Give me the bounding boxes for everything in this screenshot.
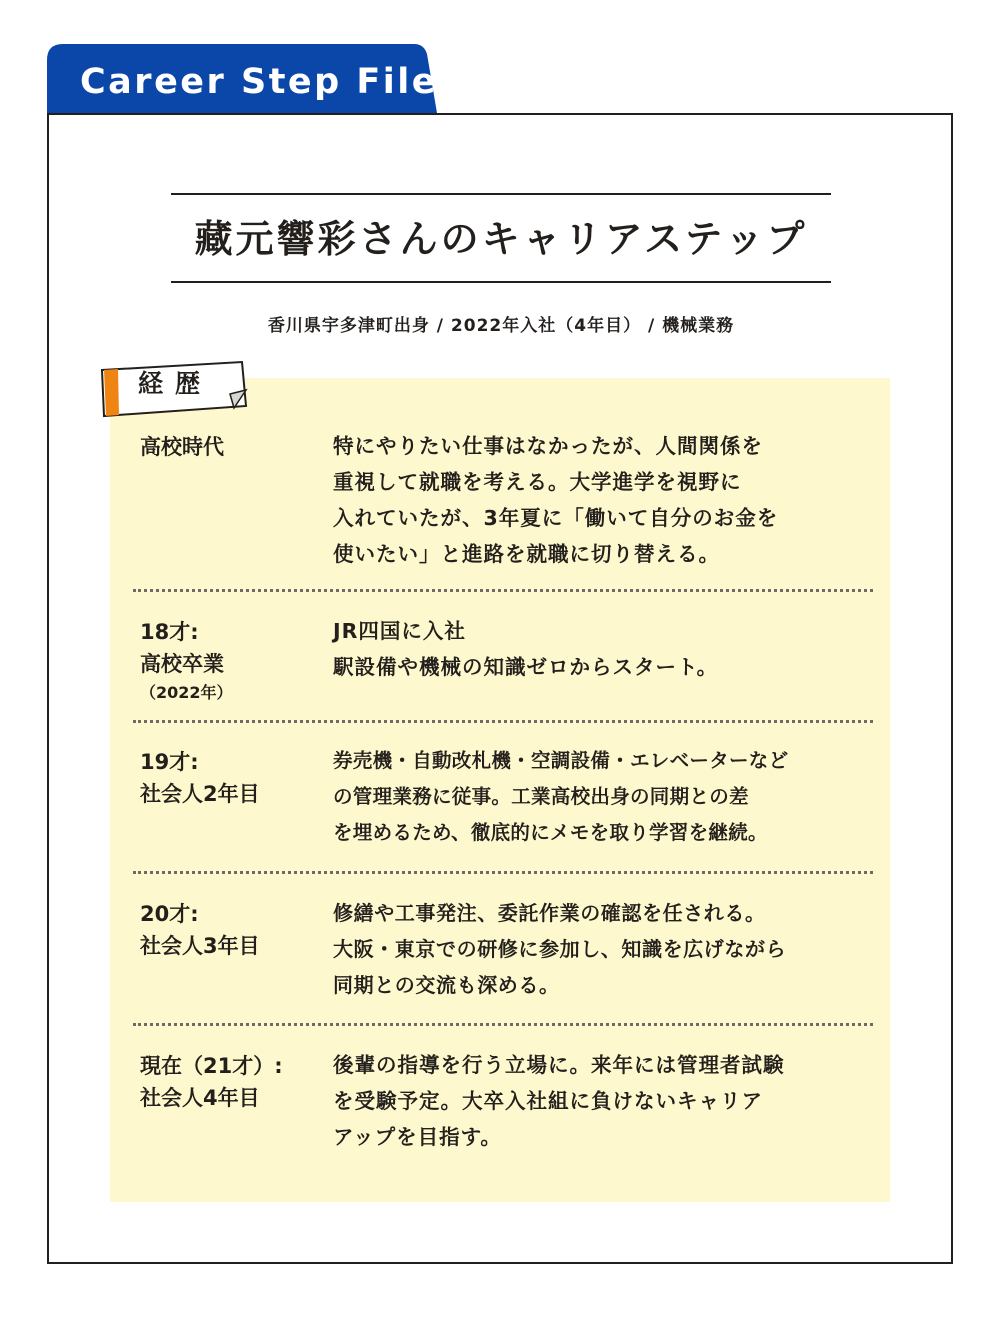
row-2-period xyxy=(140,616,233,706)
row-1-period xyxy=(140,431,224,463)
row-5-period-line: 社会人4年目 xyxy=(140,1086,260,1110)
row-divider xyxy=(133,720,873,723)
tab-background xyxy=(0,0,1003,120)
row-divider xyxy=(133,1023,873,1026)
row-divider xyxy=(133,871,873,874)
row-5-text-line: 後輩の指導を行う立場に。来年には管理者試験 xyxy=(333,1053,785,1077)
page-title: 藏元響彩さんのキャリアステップ xyxy=(194,217,808,261)
row-4-text-line: 大阪・東京での研修に参加し、知識を広げながら xyxy=(333,937,787,961)
row-1-text-line: 特にやりたい仕事はなかったが、人間関係を xyxy=(333,434,763,458)
row-3-text-line: 券売機・自動改札機・空調設備・エレベーターなど xyxy=(333,749,789,772)
row-3-description xyxy=(333,743,873,851)
row-3-text-line: を埋めるため、徹底的にメモを取り学習を継続。 xyxy=(333,821,768,844)
row-4-period-line: 社会人3年目 xyxy=(140,934,260,958)
row-4-text-line: 同期との交流も深める。 xyxy=(333,973,560,997)
row-4-period xyxy=(140,898,260,962)
row-2-text-line: 駅設備や機械の知識ゼロからスタート。 xyxy=(333,655,719,679)
row-1-text-line: 使いたい」と進路を就職に切り替える。 xyxy=(333,542,720,566)
row-3-period-line: 19才: xyxy=(140,750,199,774)
row-5-period xyxy=(140,1050,283,1114)
row-2-period-year: （2022年） xyxy=(140,683,233,702)
row-2-text-line: JR四国に入社 xyxy=(333,619,466,643)
profile-subtitle: 香川県宇多津町出身 / 2022年入社（4年目） / 機械業務 xyxy=(267,316,735,336)
row-5-text-line: を受験予定。大卒入社組に負けないキャリア xyxy=(333,1089,763,1113)
row-2-period-line: 18才: xyxy=(140,620,199,644)
title-rule-top xyxy=(171,193,831,195)
row-2-description xyxy=(333,613,873,685)
section-label: 経歴 xyxy=(137,369,212,398)
row-5-period-line: 現在（21才）: xyxy=(140,1054,283,1078)
row-4-period-line: 20才: xyxy=(140,902,199,926)
row-4-description xyxy=(333,895,873,1003)
row-2-period-line: 高校卒業 xyxy=(140,652,224,676)
row-3-text-line: の管理業務に従事。工業高校出身の同期との差 xyxy=(333,785,749,808)
row-1-description xyxy=(333,428,873,572)
row-1-text-line: 入れていたが、3年夏に「働いて自分のお金を xyxy=(333,506,779,530)
row-1-period-line: 高校時代 xyxy=(140,435,224,459)
title-rule-bottom xyxy=(171,281,831,283)
row-3-period-line: 社会人2年目 xyxy=(140,782,260,806)
tab-title: Career Step File xyxy=(80,62,439,102)
row-4-text-line: 修繕や工事発注、委託作業の確認を任される。 xyxy=(333,901,766,925)
row-5-text-line: アップを目指す。 xyxy=(333,1125,502,1149)
row-1-text-line: 重視して就職を考える。大学進学を視野に xyxy=(333,470,742,494)
row-3-period xyxy=(140,746,260,810)
row-5-description xyxy=(333,1047,873,1155)
row-divider xyxy=(133,589,873,592)
